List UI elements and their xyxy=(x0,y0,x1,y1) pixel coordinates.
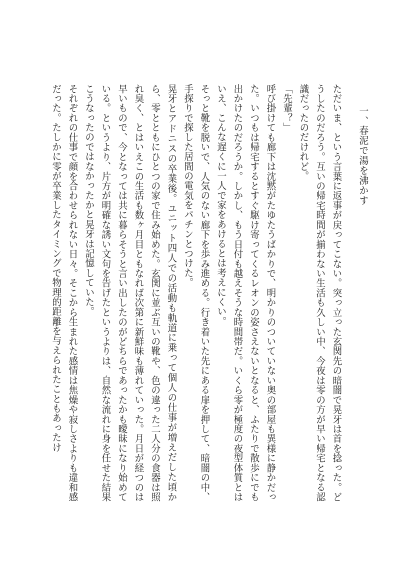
paragraph: それぞれの仕事で顔を合わせられない日々。そこから生まれた感情は焦燥や寂しさよりも違和感だった。たしかに零が卒業したタイミングで物理的距離を与えられたこともあったけ xyxy=(50,84,78,502)
paragraph: 晃牙とアドニスの卒業後。ユニット四人での活動も軌道に乗って個人の仕事が増えだした頃から、零とともにひとつの家で住み始めた。玄関に並ぶ互いの靴や、色の違った二人分の食器は照れ臭く、とはいえこの生活も数ヶ月目ともなれば次第に新鮮味も薄れていった。月日が経つのは早いもので、今となっては共に暮らそうと言い出したのがどちらであったかも曖昧になり始めている。というより、片方が明確な誘い文句を告げたというよりは、自然な流れに身を任せた結果こうなったのではなかったかと晃牙は記憶していた。 xyxy=(83,84,177,502)
paragraph: 「先輩？」 xyxy=(281,84,292,133)
chapter-title: 一、春泥で湯を沸かす xyxy=(357,106,368,206)
paragraph: 呼び掛けても廊下は沈黙がたゆたうばかりで、明かりのついていない奥の部屋も異様に静かだった。いつもは帰宅するとすぐ駆け寄ってくるレオンの姿さえないとなると、ふたりで散歩にでも出かけたのだろうか。しかし、もう日付も越えそうな時間帯だ。いくら零が極度の夜型体質とはいえ、こんな遅くに一人で家をあけるとは考えにくい。 xyxy=(215,84,276,502)
paragraph: ただいま、という言葉に返事が戻ってこない。突っ立った玄関先の暗闇で晃牙は首を捻った。どうしたのだろう。互いの帰宅時間が揃わない生活も久しい中、今夜は零の方が早い帰宅となる認識だったのだけれど。 xyxy=(297,84,342,502)
vertical-text-body xyxy=(30,84,370,502)
paragraph: そっと靴を脱いで、人気のない廊下を歩み進める。行き着いた先にある扉を押して、暗闇の中、手探りで探した居間の電気をパチンとつけた。 xyxy=(182,84,210,502)
